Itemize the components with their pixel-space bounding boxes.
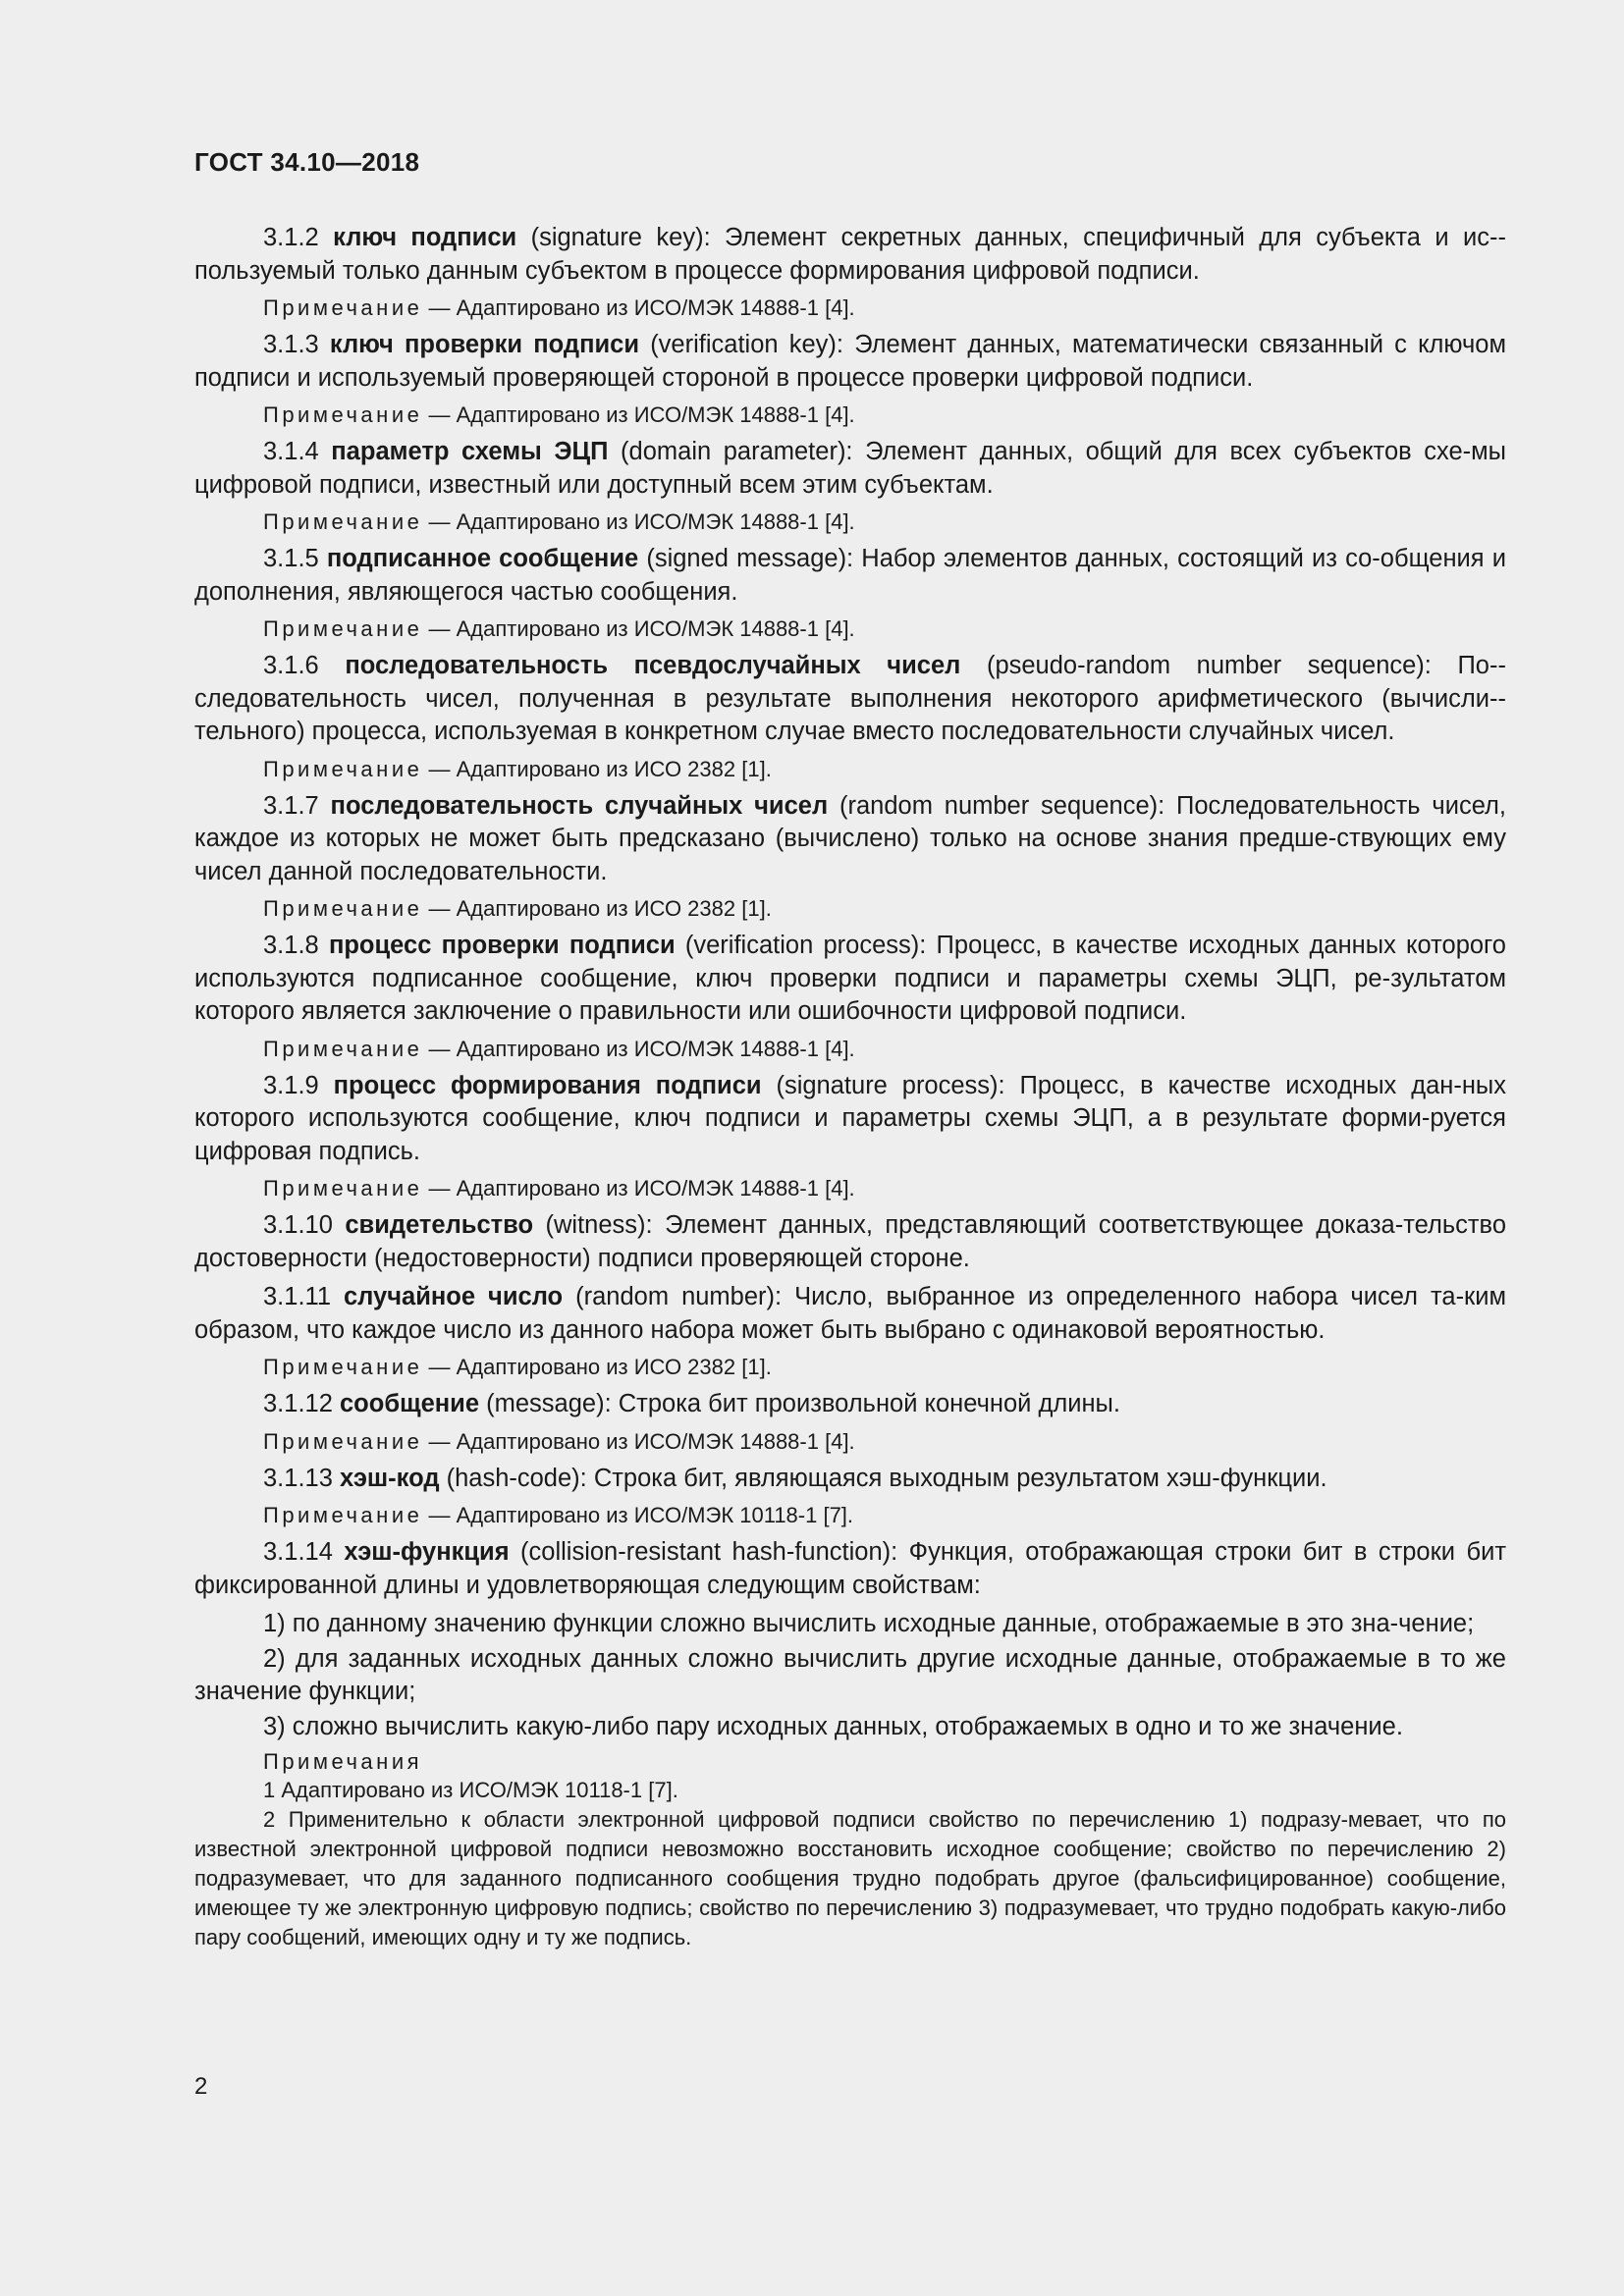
property-list-item: 1) по данному значению функции сложно вычислить исходные данные, отображаемые в это зна-чение; bbox=[263, 1610, 1475, 1637]
clause-number: 3.1.13 bbox=[263, 1464, 340, 1492]
note-text: Адаптировано из ИСО/МЭК 14888-1 [4]. bbox=[456, 1428, 855, 1454]
definition-text: (collision-resistant hash-function): Функция, отображающая строки бит в строки бит фиксированной длины и удовлетворяющая следующим свойствам: bbox=[194, 1538, 1506, 1599]
document-header: ГОСТ 34.10—2018 bbox=[194, 147, 420, 177]
note-label: Примечание bbox=[263, 756, 423, 781]
term: процесс формирования подписи bbox=[333, 1071, 762, 1099]
note bbox=[194, 294, 1506, 323]
clause-number: 3.1.11 bbox=[263, 1283, 344, 1310]
note bbox=[194, 400, 1506, 430]
definition-3-1-6 bbox=[194, 650, 1506, 749]
term: параметр схемы ЭЦП bbox=[331, 438, 609, 465]
note-text: Адаптировано из ИСО/МЭК 14888-1 [4]. bbox=[456, 616, 855, 641]
definition-text: (message): Строка бит произвольной конечной длины. bbox=[479, 1390, 1120, 1417]
note bbox=[194, 507, 1506, 537]
clause-number: 3.1.8 bbox=[263, 932, 329, 959]
note bbox=[194, 614, 1506, 644]
note-text: Адаптировано из ИСО 2382 [1]. bbox=[456, 1355, 772, 1379]
definition-3-1-2 bbox=[194, 222, 1506, 288]
term: хэш-код bbox=[339, 1464, 440, 1492]
term: хэш-функция bbox=[344, 1538, 510, 1566]
term: подписанное сообщение bbox=[326, 545, 639, 572]
note-label: Примечание bbox=[263, 1428, 423, 1454]
note-dash: — bbox=[422, 402, 457, 427]
note-dash: — bbox=[422, 1428, 457, 1454]
notes-item: 2 Применительно к области электронной цифровой подписи свойство по перечислению 1) подразу-мевает, что по известной электронной цифровой подписи невозможно восстановить исходное сообщение; свойство по перечислению 2) подразумевает, что для заданного подписанного сообщения трудно подобрать другое (фальсифицированное) сообщение, имеющее ту же электронную цифровую подпись; свойство по перечислению 3) подразумевает, что трудно подобрать какую-либо пару сообщений, имеющих одну и ту же подпись. bbox=[194, 1807, 1506, 1949]
clause-number: 3.1.3 bbox=[263, 331, 330, 358]
definition-text: (verification key): Элемент данных, математически связанный с ключом подписи и используемый проверяющей стороной в процессе проверки цифровой подписи. bbox=[194, 331, 1506, 392]
note bbox=[194, 1427, 1506, 1457]
note-text: Адаптировано из ИСО/МЭК 14888-1 [4]. bbox=[456, 402, 855, 427]
note-dash: — bbox=[422, 1036, 457, 1061]
definition-3-1-8 bbox=[194, 930, 1506, 1029]
definition-3-1-14 bbox=[194, 1536, 1506, 1602]
note-label: Примечание bbox=[263, 509, 423, 534]
definition-text: (hash-code): Строка бит, являющаяся выходным результатом хэш-функции. bbox=[439, 1464, 1327, 1492]
definition-3-1-11 bbox=[194, 1281, 1506, 1347]
note-label: Примечание bbox=[263, 1355, 423, 1379]
note-dash: — bbox=[422, 616, 457, 641]
note-text: Адаптировано из ИСО 2382 [1]. bbox=[456, 896, 772, 921]
clause-number: 3.1.14 bbox=[263, 1538, 345, 1566]
definition-3-1-12 bbox=[194, 1388, 1506, 1421]
note-label: Примечание bbox=[263, 295, 423, 320]
clause-number: 3.1.10 bbox=[263, 1211, 346, 1239]
notes-item: 1 Адаптировано из ИСО/МЭК 10118-1 [7]. bbox=[263, 1778, 678, 1802]
note-text: Адаптировано из ИСО/МЭК 14888-1 [4]. bbox=[456, 509, 855, 534]
term: последовательность случайных чисел bbox=[330, 791, 829, 820]
note bbox=[194, 1501, 1506, 1530]
term: случайное число bbox=[344, 1283, 564, 1310]
note-dash: — bbox=[422, 509, 457, 534]
clause-number: 3.1.2 bbox=[263, 224, 334, 251]
property-list-item: 2) для заданных исходных данных сложно вычислить другие исходные данные, отображаемые в то же значение функции; bbox=[194, 1644, 1506, 1705]
clause-number: 3.1.5 bbox=[263, 545, 327, 572]
definition-text: (signature process): Процесс, в качестве исходных дан-ных которого используются сообщение, ключ подписи и параметры схемы ЭЦП, а в результате форми-руется цифровая подпись. bbox=[194, 1071, 1506, 1165]
note-label: Примечание bbox=[263, 896, 423, 921]
note bbox=[194, 1174, 1506, 1203]
definition-text: (verification process): Процесс, в качестве исходных данных которого используются подписанное сообщение, ключ проверки подписи и параметры схемы ЭЦП, ре-зультатом которого является заключение о правильности или ошибочности цифровой подписи. bbox=[194, 932, 1506, 1025]
clause-number: 3.1.7 bbox=[263, 791, 331, 820]
note-label: Примечание bbox=[263, 1036, 423, 1061]
note bbox=[194, 1353, 1506, 1382]
note-label: Примечание bbox=[263, 616, 423, 641]
clause-number: 3.1.4 bbox=[263, 438, 332, 465]
clause-number: 3.1.9 bbox=[263, 1071, 334, 1099]
term: последовательность псевдослучайных чисел bbox=[345, 652, 961, 679]
definition-3-1-5 bbox=[194, 543, 1506, 609]
term: свидетельство bbox=[345, 1211, 534, 1239]
term: ключ проверки подписи bbox=[329, 331, 640, 358]
note bbox=[194, 1035, 1506, 1064]
definition-text: (witness): Элемент данных, представляющий соответствующее доказа-тельство достоверности (недостоверности) подписи проверяющей стороне. bbox=[194, 1211, 1507, 1272]
note-text: Адаптировано из ИСО/МЭК 14888-1 [4]. bbox=[456, 1176, 855, 1201]
property-list-item: 3) сложно вычислить какую-либо пару исходных данных, отображаемых в одно и то же значение. bbox=[263, 1712, 1403, 1740]
definition-text: (domain parameter): Элемент данных, общий для всех субъектов схе-мы цифровой подписи, известный или доступный всем этим субъектам. bbox=[194, 438, 1506, 499]
note-label: Примечание bbox=[263, 402, 423, 427]
note-dash: — bbox=[422, 295, 457, 320]
definition-3-1-10 bbox=[194, 1209, 1506, 1275]
definition-3-1-7 bbox=[194, 790, 1506, 889]
note-dash: — bbox=[422, 1503, 457, 1527]
clause-number: 3.1.12 bbox=[263, 1390, 340, 1417]
note-text: Адаптировано из ИСО/МЭК 10118-1 [7]. bbox=[456, 1503, 854, 1527]
definition-3-1-3 bbox=[194, 329, 1506, 395]
clause-number: 3.1.6 bbox=[263, 652, 346, 679]
note-dash: — bbox=[422, 756, 457, 781]
note-dash: — bbox=[422, 1176, 457, 1201]
definition-text: (pseudo-random number sequence): По-следовательность чисел, полученная в результате выполнения некоторого арифметического (вычисли-тельного) процесса, используемая в конкретном случае вместо последовательности случайных чисел. bbox=[194, 652, 1506, 745]
note-text: Адаптировано из ИСО/МЭК 14888-1 [4]. bbox=[456, 1036, 855, 1061]
definition-3-1-4 bbox=[194, 436, 1506, 502]
term: процесс проверки подписи bbox=[328, 932, 676, 959]
notes-heading: Примечания bbox=[263, 1749, 423, 1774]
note-text: Адаптировано из ИСО/МЭК 14888-1 [4]. bbox=[456, 295, 855, 320]
note-label: Примечание bbox=[263, 1503, 423, 1527]
term: сообщение bbox=[339, 1390, 480, 1417]
page-content bbox=[194, 222, 1506, 1952]
definition-3-1-9 bbox=[194, 1070, 1506, 1169]
definition-text: (random number sequence): Последовательность чисел, каждое из которых не может быть предсказано (вычислено) только на основе знания предше-ствующих ему чисел данной последовательности. bbox=[194, 791, 1506, 885]
note-label: Примечание bbox=[263, 1176, 423, 1201]
note-text: Адаптировано из ИСО 2382 [1]. bbox=[456, 756, 772, 781]
note bbox=[194, 755, 1506, 784]
definition-text: (signature key): Элемент секретных данных, специфичный для субъекта и ис-пользуемый только данным субъектом в процессе формирования цифровой подписи. bbox=[194, 224, 1506, 285]
note-dash: — bbox=[422, 896, 457, 921]
definition-3-1-13 bbox=[194, 1463, 1506, 1496]
definition-text: (random number): Число, выбранное из определенного набора чисел та-ким образом, что каждое число из данного набора может быть выбрано с одинаковой вероятностью. bbox=[194, 1283, 1506, 1344]
note bbox=[194, 894, 1506, 924]
note-dash: — bbox=[422, 1355, 457, 1379]
definition-text: (signed message): Набор элементов данных, состоящий из со-общения и дополнения, являющегося частью сообщения. bbox=[194, 545, 1506, 606]
term: ключ подписи bbox=[333, 224, 517, 251]
page-number: 2 bbox=[194, 2073, 208, 2100]
